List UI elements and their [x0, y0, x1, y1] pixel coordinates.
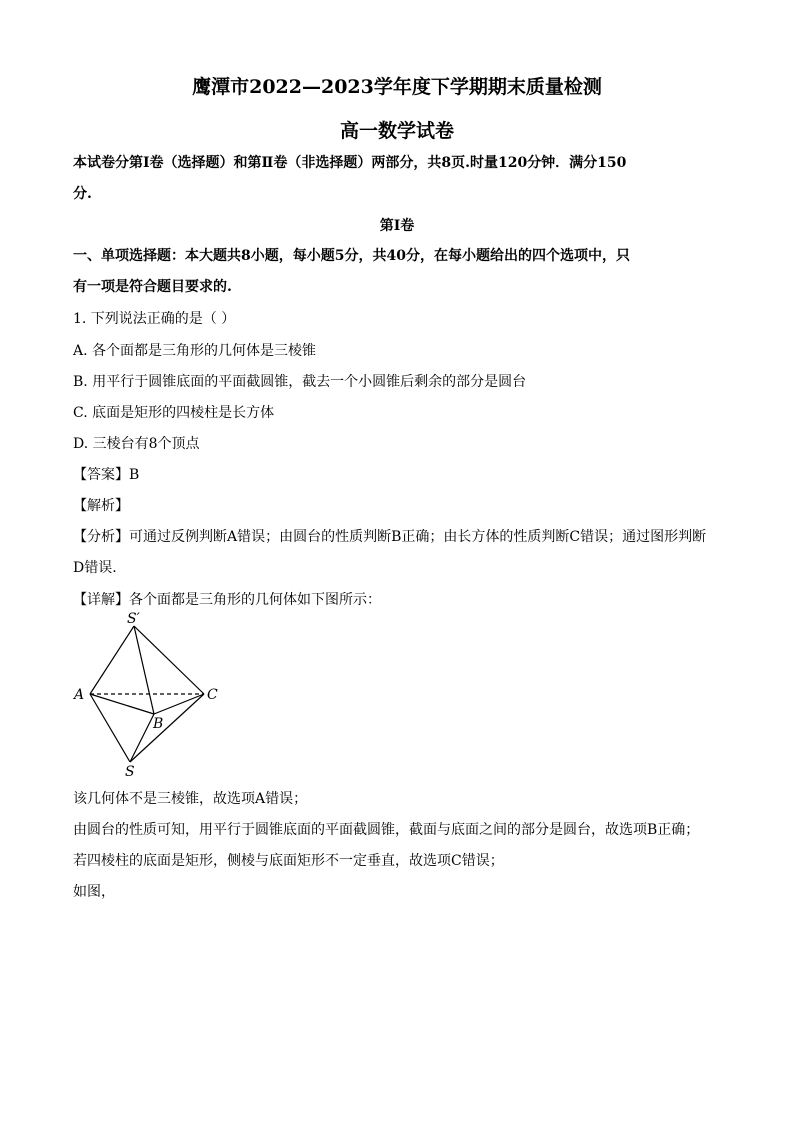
fenxi-label: 【分析】 — [73, 529, 129, 545]
xiangjie-label: 【详解】 — [73, 592, 129, 608]
edge-sprime-c — [134, 626, 204, 694]
section-title: 第Ⅰ卷 — [379, 218, 415, 234]
fenxi-line-2: D错误. — [73, 560, 117, 576]
edge-b-s — [130, 714, 154, 762]
bipyramid-figure — [68, 610, 228, 780]
edge-c-s — [130, 694, 204, 762]
xiangjie-text: 各个面都是三角形的几何体如下图所示： — [129, 592, 381, 608]
edge-b-c — [154, 694, 204, 714]
fenxi-line-1 — [73, 526, 733, 546]
option-c: C. 底面是矩形的四棱柱是长方体 — [73, 405, 275, 421]
section-instruction-2: 有一项是符合题目要求的. — [73, 279, 232, 295]
option-d: D. 三棱台有8个顶点 — [73, 436, 200, 452]
option-b: B. 用平行于圆锥底面的平面截圆锥，截去一个小圆锥后剩余的部分是圆台 — [73, 374, 527, 390]
intro-line-1: 本试卷分第Ⅰ卷（选择题）和第Ⅱ卷（非选择题）两部分，共8页.时量120分钟．满分150 — [73, 155, 627, 171]
answer-label: 【答案】 — [73, 467, 129, 483]
intro-line-2: 分. — [73, 186, 92, 202]
fenxi-text-1: 可通过反例判断A错误；由圆台的性质判断B正确；由长方体的性质判断C错误；通过图形判断 — [129, 529, 707, 545]
label-s: S — [125, 764, 135, 780]
label-a: A — [74, 687, 85, 703]
body-line-2: 由圆台的性质可知，用平行于圆锥底面的平面截圆锥，截面与底面之间的部分是圆台，故选项B正确； — [73, 822, 700, 838]
answer-value: B — [129, 467, 140, 483]
body-line-1: 该几何体不是三棱锥，故选项A错误； — [73, 791, 308, 807]
body-line-4: 如图， — [73, 884, 115, 900]
exam-subtitle: 高一数学试卷 — [339, 120, 454, 142]
answer-line — [73, 464, 733, 484]
xiangjie-line — [73, 589, 733, 609]
edge-sprime-b — [134, 626, 154, 714]
label-sprime: S′ — [127, 611, 140, 627]
label-b: B — [153, 716, 164, 732]
question-stem: 1. 下列说法正确的是（ ） — [73, 311, 236, 327]
option-a: A. 各个面都是三角形的几何体是三棱锥 — [73, 343, 317, 359]
body-line-3: 若四棱柱的底面是矩形，侧棱与底面矩形不一定垂直，故选项C错误； — [73, 853, 504, 869]
label-c: C — [207, 687, 218, 703]
analysis-label: 【解析】 — [73, 498, 129, 514]
exam-title: 鹰潭市2022—2023学年度下学期期末质量检测 — [192, 76, 602, 98]
edge-sprime-a — [90, 626, 134, 694]
section-instruction-1: 一、单项选择题：本大题共8小题，每小题5分，共40分，在每小题给出的四个选项中，只 — [73, 248, 630, 264]
